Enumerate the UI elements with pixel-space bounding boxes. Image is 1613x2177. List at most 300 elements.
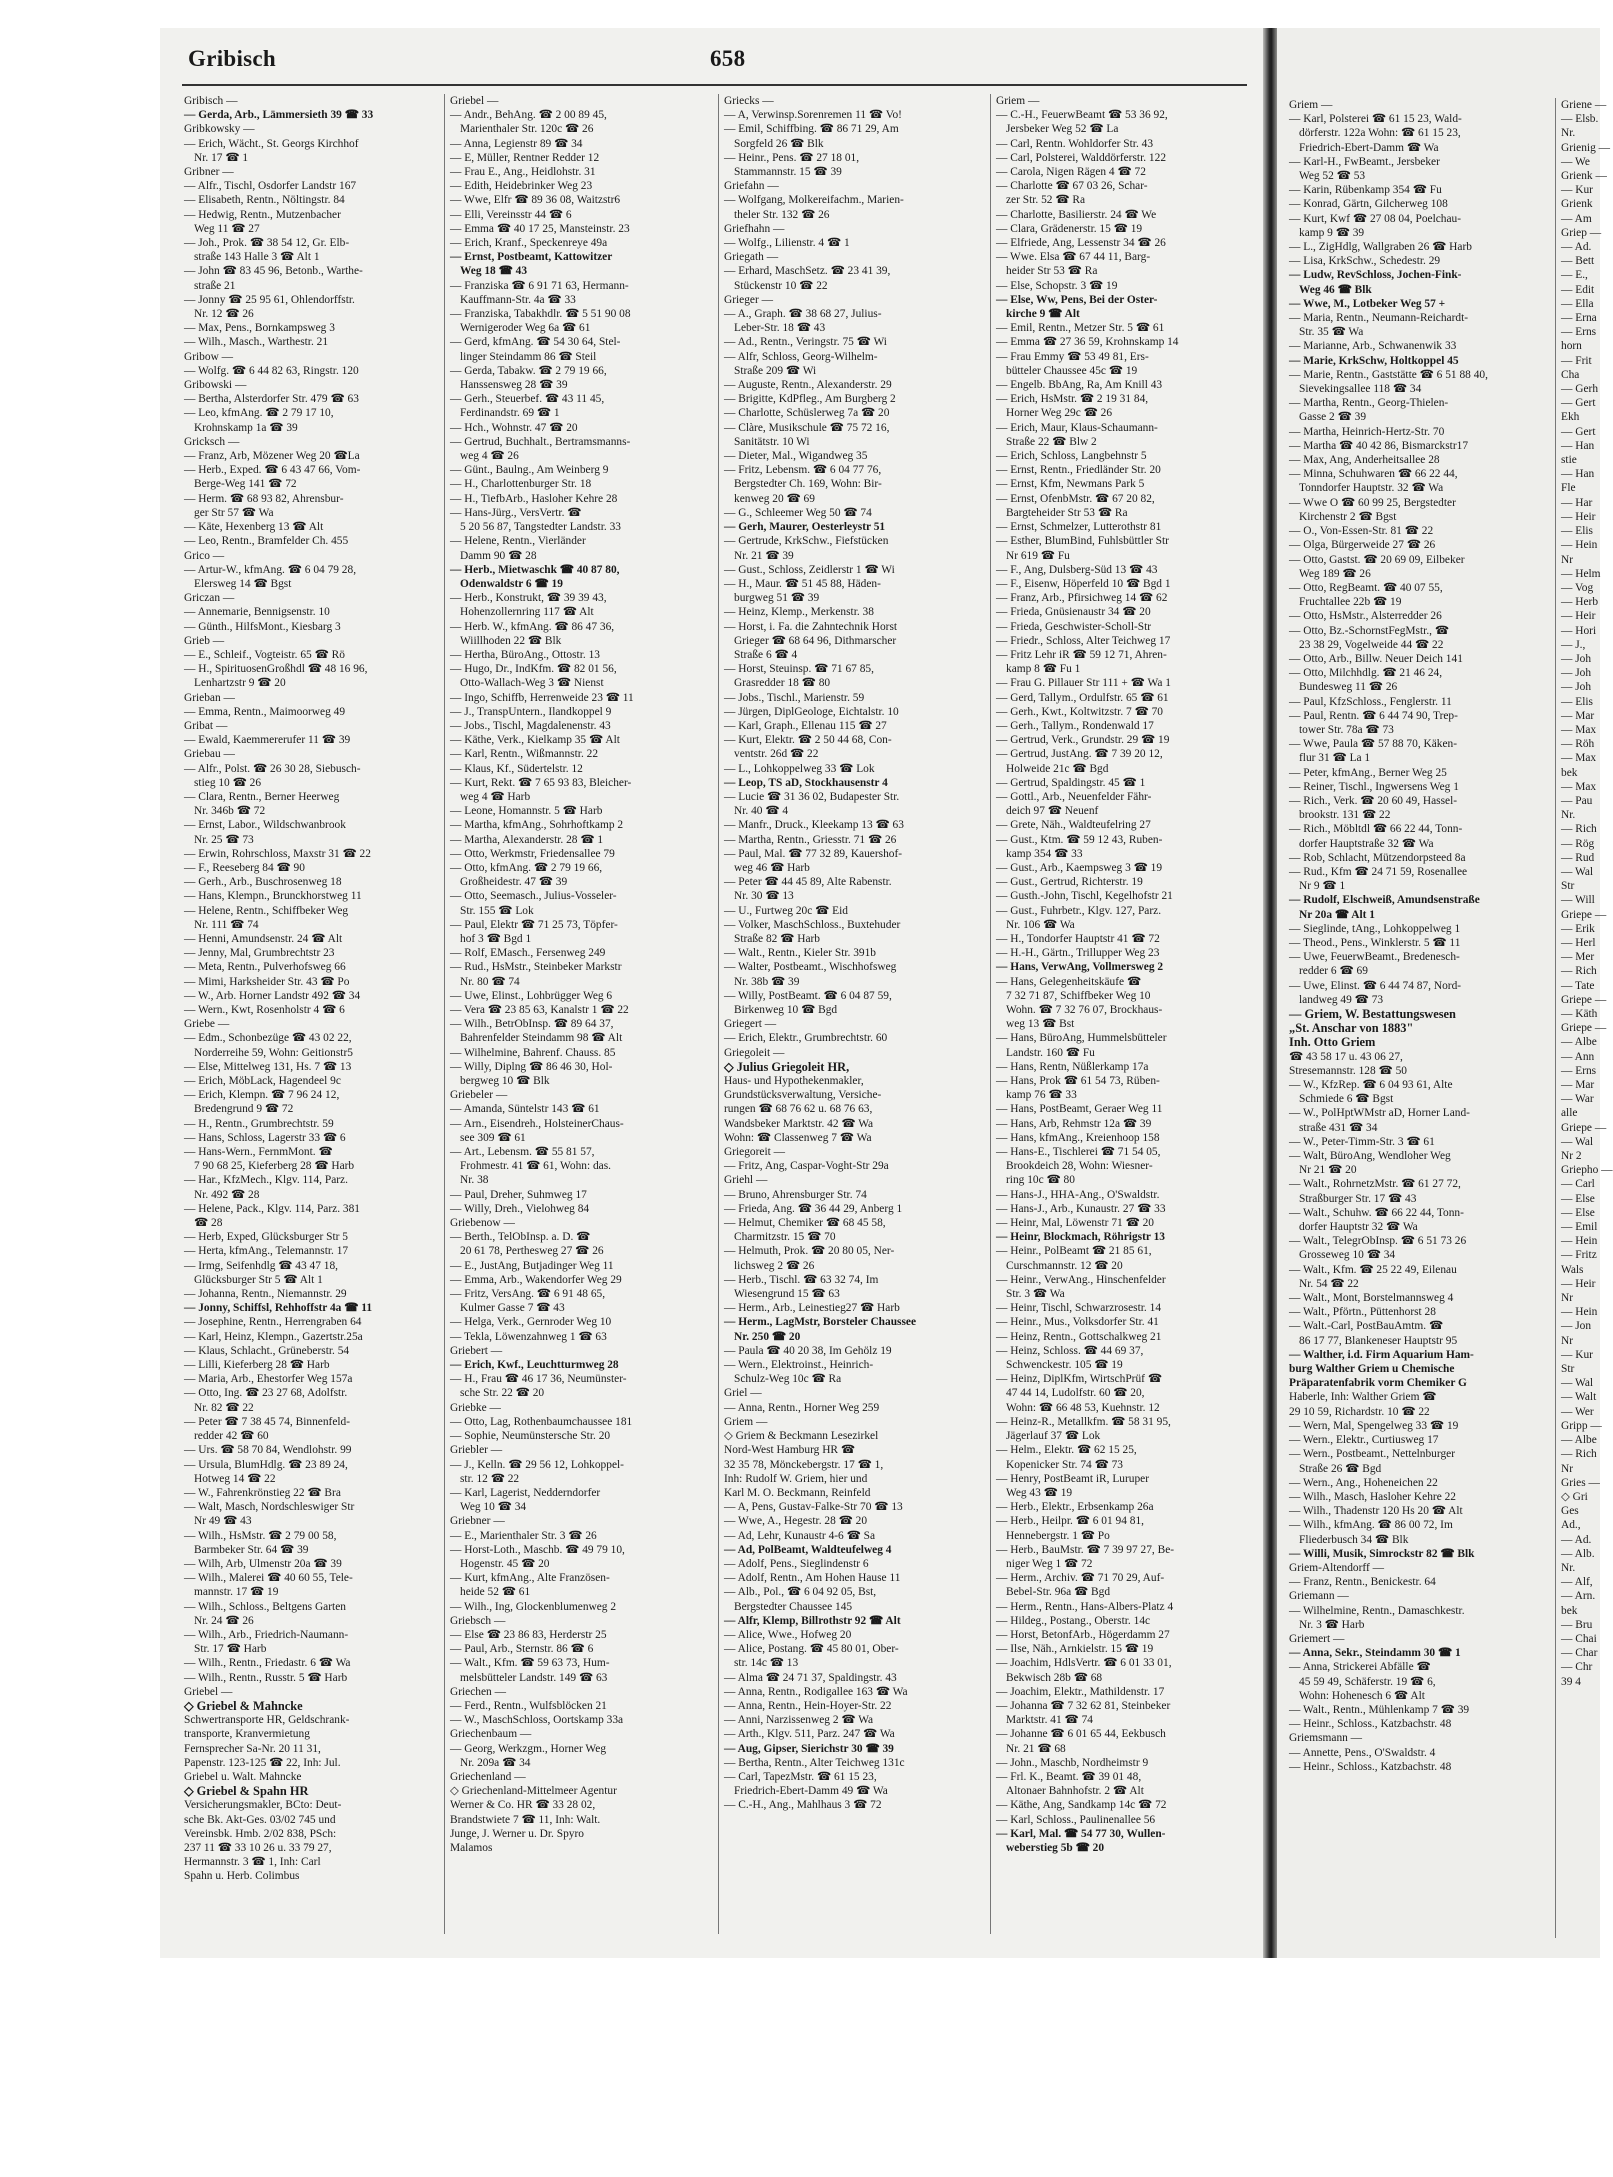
directory-entry: — Jürgen, DiplGeologe, Eichtalstr. 10: [724, 705, 899, 718]
entry-continuation: Gasse 2 ☎ 39: [1299, 411, 1367, 424]
entry-continuation: Wiillhoden 22 ☎ Blk: [460, 634, 562, 647]
directory-entry: — Wern., Ang., Hoheneichen 22: [1289, 1476, 1438, 1489]
surname-heading: Gribisch —: [184, 95, 238, 107]
directory-entry: — Paul, Rentn. ☎ 6 44 74 90, Trep-: [1289, 709, 1458, 722]
directory-entry: — Hans, Klempn., Brunckhorstweg 11: [184, 890, 362, 903]
directory-entry: — Ad, Lehr, Kunaustr 4-6 ☎ Sa: [724, 1529, 876, 1542]
directory-entry: — Gust., Schloss, Zeidlerstr 1 ☎ Wi: [724, 563, 895, 576]
directory-entry: Ges: [1561, 1505, 1579, 1518]
directory-entry: — Uwe, Elinst., Lohbrügger Weg 6: [450, 989, 613, 1002]
entry-continuation: burgweg 51 ☎ 39: [734, 592, 820, 605]
directory-entry: — Sieglinde, tAng., Lohkoppelweg 1: [1289, 922, 1461, 935]
directory-entry: — J., TranspUntern., Ilandkoppel 9: [450, 705, 612, 718]
directory-entry: — Wilh., HsMstr. ☎ 2 79 00 58,: [184, 1529, 337, 1542]
directory-entry: — Heinz, DiplKfm, WirtschPrüf ☎: [996, 1373, 1163, 1386]
directory-entry: — Helm: [1561, 567, 1601, 580]
entry-continuation: 23 38 29, Vogelweide 44 ☎ 22: [1299, 638, 1444, 651]
entry-continuation: Schmiede 6 ☎ Bgst: [1299, 1093, 1394, 1106]
directory-entry: — Gerh: [1561, 383, 1599, 396]
directory-entry: — Lisa, KrkSchw., Schedestr. 29: [1289, 255, 1441, 268]
surname-heading: Grieger —: [724, 293, 774, 306]
surname-heading: Grienig —: [1561, 141, 1611, 154]
directory-entry: — Käthe, Ang, Sandkamp 14c ☎ 72: [996, 1799, 1167, 1812]
surname-heading: Griepho —: [1561, 1164, 1613, 1177]
directory-entry: — Peter ☎ 44 45 89, Alte Rabenstr.: [724, 876, 892, 889]
directory-entry: — Horst, i. Fa. die Zahntechnik Horst: [724, 620, 898, 633]
directory-entry: — Jenny, Mal, Grumbrechtstr 23: [184, 947, 335, 960]
entry-continuation: Frohmestr. 41 ☎ 61, Wohn: das.: [460, 1160, 612, 1173]
directory-entry: — Wwe, Elfr ☎ 89 36 08, Waitzstr6: [450, 194, 621, 207]
directory-entry: — Frit: [1561, 354, 1592, 367]
directory-entry: — Anna, Rentn., Hein-Hoyer-Str. 22: [724, 1699, 892, 1712]
directory-entry: — W., KfzRep. ☎ 6 04 93 61, Alte: [1289, 1079, 1453, 1092]
surname-heading: Griem —: [724, 1415, 768, 1428]
directory-entry: — Leone, Homannstr. 5 ☎ Harb: [450, 805, 603, 818]
directory-entry: — Wolfg., Lilienstr. 4 ☎ 1: [724, 237, 850, 250]
directory-entry: — Paul, Dreher, Suhmweg 17: [450, 1188, 587, 1201]
entry-continuation: kamp 354 ☎ 33: [1006, 847, 1083, 860]
directory-entry: — Charlotte ☎ 67 03 26, Schar-: [996, 180, 1148, 193]
entry-continuation: Wohn. ☎ 7 32 76 07, Brockhaus-: [1006, 1004, 1163, 1016]
directory-entry: — Herm., Arb., Leinestieg27 ☎ Harb: [724, 1302, 900, 1315]
directory-entry: — Wilh., Schloss., Beltgens Garten: [184, 1600, 346, 1613]
directory-entry: — Hans, Gelegenheitskäufe ☎: [996, 975, 1142, 988]
directory-entry: — We: [1561, 155, 1590, 168]
directory-entry: — H., Rentn., Grumbrechtstr. 59: [184, 1117, 334, 1130]
directory-entry: — Aug, Gipser, Sierichstr 30 ☎ 39: [724, 1742, 894, 1755]
directory-entry: — Elis: [1561, 525, 1593, 538]
entry-continuation: Jersbeker Weg 52 ☎ La: [1006, 123, 1119, 136]
directory-entry: — Gert: [1561, 425, 1596, 438]
directory-entry: — Wilh., Arb., Friedrich-Naumann-: [184, 1628, 349, 1641]
directory-entry: — C.-H., Ang., Mahlhaus 3 ☎ 72: [724, 1799, 882, 1812]
directory-entry: — Wilhelmine, Rentn., Damaschkestr.: [1289, 1604, 1465, 1617]
directory-entry: — Wal: [1561, 1135, 1594, 1148]
directory-entry: — Wilh., kfmAng. ☎ 86 00 72, Im: [1289, 1519, 1453, 1532]
directory-entry: — Rich., Verk. ☎ 20 60 49, Hassel-: [1289, 794, 1458, 807]
directory-entry: sche Bk. Akt-Ges. 03/02 745 und: [184, 1813, 336, 1826]
entry-continuation: Nr 20a ☎ Alt 1: [1299, 908, 1375, 921]
column-rule: [718, 94, 719, 1934]
directory-entry: — Olga, Bürgerweide 27 ☎ 26: [1289, 539, 1436, 552]
directory-entry: — Walt., TelegrObInsp. ☎ 6 51 73 26: [1289, 1235, 1467, 1248]
directory-entry: ◇ Julius Griegoleit HR,: [724, 1059, 850, 1074]
entry-continuation: Nr. 38: [460, 1174, 489, 1187]
directory-entry: — Rich., Möbltdl ☎ 66 22 44, Tonn-: [1289, 823, 1463, 836]
entry-continuation: Lenhartzstr 9 ☎ 20: [194, 677, 286, 690]
directory-entry: — Ernst, Rentn., Friedländer Str. 20: [996, 464, 1161, 477]
entry-continuation: redder 6 ☎ 69: [1299, 965, 1368, 978]
directory-entry: Grundstücksverwaltung, Versiche-: [724, 1089, 882, 1102]
directory-entry: — Albe: [1561, 1036, 1597, 1049]
directory-entry: — Wwe, M., Lotbeker Weg 57 +: [1289, 297, 1446, 310]
entry-continuation: 20 61 78, Perthesweg 27 ☎ 26: [460, 1245, 604, 1258]
directory-entry: — Theod., Pens., Winklerstr. 5 ☎ 11: [1289, 936, 1461, 949]
directory-entry: — Frl. K., Beamt. ☎ 39 01 48,: [996, 1770, 1142, 1783]
entry-continuation: Sievekingsallee 118 ☎ 34: [1299, 383, 1422, 396]
entry-continuation: weg 46 ☎ Harb: [734, 861, 810, 874]
directory-entry: — Käte, Hexenberg 13 ☎ Alt: [184, 521, 324, 534]
directory-entry: — Ernst, Kfm, Newmans Park 5: [996, 478, 1145, 491]
directory-entry: — Karl, Lagerist, Nedderndorfer: [450, 1486, 601, 1499]
directory-entry: — Auguste, Rentn., Alexanderstr. 29: [724, 379, 892, 392]
directory-entry: — W., Fahrenkrönstieg 22 ☎ Bra: [184, 1486, 341, 1499]
entry-continuation: weg 13 ☎ Bst: [1006, 1018, 1075, 1031]
directory-entry: — Hein: [1561, 539, 1598, 552]
entry-continuation: kenweg 20 ☎ 69: [734, 492, 815, 505]
directory-entry: ◇ Griechenland-Mittelmeer Agentur: [450, 1785, 617, 1798]
entry-continuation: Nr. 30 ☎ 13: [734, 890, 794, 903]
directory-entry: — Paul, Elektr ☎ 71 25 73, Töpfer-: [450, 918, 618, 931]
directory-entry: — Joh: [1561, 652, 1592, 665]
directory-entry: — Frieda, Gnüsienaustr 34 ☎ 20: [996, 606, 1151, 619]
directory-entry: — Herb., Konstrukt, ☎ 39 39 43,: [450, 592, 607, 605]
directory-entry: — Hans, BüroAng, Hummelsbütteler: [996, 1032, 1167, 1045]
directory-entry: — Max: [1561, 752, 1597, 765]
entry-continuation: Wernigeroder Weg 6a ☎ 61: [460, 322, 591, 335]
directory-entry: — Herm., Archiv. ☎ 71 70 29, Auf-: [996, 1572, 1165, 1585]
surname-heading: Gripp —: [1561, 1419, 1602, 1432]
directory-entry: — Helene, Rentn., Vierländer: [450, 535, 586, 548]
directory-entry: — Heinr, Tischl, Schwarzrosestr. 14: [996, 1302, 1162, 1315]
directory-entry: Grienk: [1561, 198, 1593, 211]
directory-entry: — Karl, Mal. ☎ 54 77 30, Wullen-: [996, 1827, 1166, 1840]
directory-entry: — Erns: [1561, 326, 1597, 339]
directory-entry: — Martha, Heinrich-Hertz-Str. 70: [1289, 425, 1445, 438]
directory-entry: — Karl, Schloss., Paulinenallee 56: [996, 1813, 1156, 1826]
entry-continuation: Leber-Str. 18 ☎ 43: [734, 322, 826, 335]
directory-entry: rungen ☎ 68 76 62 u. 68 76 63,: [724, 1103, 873, 1116]
surname-heading: Grienk —: [1561, 170, 1607, 183]
directory-entry: — F., Ang, Dulsberg-Süd 13 ☎ 43: [996, 563, 1158, 576]
directory-entry: — Hans, Prok ☎ 61 54 73, Rüben-: [996, 1075, 1160, 1088]
entry-continuation: Weg 10 ☎ 34: [460, 1501, 527, 1514]
entry-continuation: Bundesweg 11 ☎ 26: [1299, 681, 1398, 694]
entry-continuation: Nr. 40 ☎ 4: [734, 805, 789, 818]
directory-entry: Nr: [1561, 553, 1574, 566]
directory-entry: — Hans-Jürg., VersVertr. ☎: [450, 506, 582, 519]
directory-entry: — Rich: [1561, 823, 1597, 836]
directory-entry: — L., Lohkoppelweg 33 ☎ Lok: [724, 762, 875, 775]
directory-entry: — Sophie, Neumünstersche Str. 20: [450, 1430, 611, 1443]
directory-entry: — Erna: [1561, 312, 1597, 325]
entry-continuation: Nr. 12 ☎ 26: [194, 308, 254, 321]
directory-entry: — Elis: [1561, 695, 1593, 708]
directory-entry: — Kurt, kfmAng., Alte Französen-: [450, 1572, 610, 1585]
surname-heading: Griegath —: [724, 251, 779, 264]
directory-entry: — Mar: [1561, 709, 1595, 722]
directory-entry: horn: [1561, 340, 1582, 353]
entry-continuation: straße 431 ☎ 34: [1299, 1121, 1378, 1134]
entry-continuation: bütteler Chaussee 45c ☎ 19: [1006, 364, 1138, 377]
entry-continuation: Großheidestr. 47 ☎ 39: [460, 876, 568, 889]
entry-continuation: Wohn: ☎ 66 48 53, Kuehnstr. 12: [1006, 1401, 1160, 1414]
surname-heading: Griebner —: [450, 1515, 505, 1528]
directory-entry: — Walt., Rentn., Mühlenkamp 7 ☎ 39: [1289, 1703, 1470, 1716]
directory-entry: — Anna, Rentn., Horner Weg 259: [724, 1401, 880, 1414]
directory-entry: Papenstr. 123-125 ☎ 22, Inh: Jul.: [184, 1756, 341, 1769]
entry-continuation: Otto-Wallach-Weg 3 ☎ Nienst: [460, 677, 604, 690]
entry-continuation: Wiesengrund 15 ☎ 63: [734, 1288, 840, 1301]
directory-entry: — Herl: [1561, 936, 1596, 949]
entry-continuation: Bergstedter Ch. 169, Wohn: Bir-: [734, 478, 882, 491]
directory-entry: ◇ Gri: [1561, 1490, 1588, 1503]
directory-entry: — Johanna ☎ 7 32 62 81, Steinbeker: [996, 1699, 1171, 1712]
directory-entry: — Fritz, Ang, Caspar-Voght-Str 29a: [724, 1160, 889, 1173]
directory-entry: — Anna, Strickerei Abfälle ☎: [1289, 1661, 1431, 1674]
directory-entry: Stresemannstr. 128 ☎ 50: [1289, 1064, 1407, 1077]
directory-entry: — Amanda, Süntelstr 143 ☎ 61: [450, 1103, 600, 1116]
directory-entry: — Gust., Ktm. ☎ 59 12 43, Ruben-: [996, 833, 1163, 846]
directory-entry: Nr: [1561, 1462, 1574, 1475]
surname-heading: Gricksch —: [184, 435, 240, 448]
directory-entry: — E, Müller, Rentner Redder 12: [450, 151, 600, 164]
directory-entry: 237 11 ☎ 33 10 26 u. 33 79 27,: [184, 1841, 332, 1854]
entry-continuation: Charmitzstr. 15 ☎ 70: [734, 1231, 836, 1244]
directory-entry: — Heinr., Schloss., Katzbachstr. 48: [1289, 1718, 1452, 1731]
directory-entry: — H., Tondorfer Hauptstr 41 ☎ 72: [996, 932, 1160, 945]
directory-entry: — Franziska ☎ 6 91 71 63, Hermann-: [450, 279, 629, 292]
directory-entry: — Will: [1561, 894, 1595, 907]
directory-entry: — Heinr., Mus., Volksdorfer Str. 41: [996, 1316, 1159, 1329]
directory-spread: [160, 28, 1613, 1958]
directory-entry: Ekh: [1561, 411, 1580, 424]
entry-continuation: Nr. 250 ☎ 20: [734, 1330, 801, 1343]
directory-entry: — Mimi, Harksheider Str. 43 ☎ Po: [184, 975, 350, 988]
entry-continuation: Kauffmann-Str. 4a ☎ 33: [460, 293, 576, 306]
directory-entry: — Volker, MaschSchloss., Buxtehuder: [724, 918, 901, 931]
directory-entry: — Heinz, Klemp., Merkenstr. 38: [724, 606, 874, 619]
directory-entry: — Grete, Näh., Waldteufelring 27: [996, 819, 1151, 832]
directory-entry: — Franz, Arb, Mözener Weg 20 ☎La: [184, 450, 360, 463]
directory-entry: — Gerh, Maurer, Oesterleystr 51: [724, 521, 886, 534]
directory-entry: — Johanne ☎ 6 01 65 44, Eekbusch: [996, 1728, 1166, 1741]
entry-continuation: Birkenweg 10 ☎ Bgd: [734, 1004, 838, 1016]
directory-entry: — Fritz Lehr iR ☎ 59 12 71, Ahren-: [996, 648, 1167, 661]
directory-entry: — Erich, HsMstr. ☎ 2 19 31 84,: [996, 393, 1149, 406]
directory-entry: Inh: Rudolf W. Griem, hier und: [724, 1472, 868, 1485]
directory-entry: — John ☎ 83 45 96, Betonb., Warthe-: [184, 265, 363, 278]
surname-heading: Griemann —: [1289, 1590, 1349, 1603]
column-rule: [990, 94, 991, 1934]
surname-heading: Griepe —: [1561, 993, 1607, 1006]
surname-heading: Griechen —: [450, 1685, 506, 1698]
entry-continuation: Bebel-Str. 96a ☎ Bgd: [1006, 1586, 1111, 1599]
directory-column-1: [184, 94, 442, 1944]
entry-continuation: Nr 49 ☎ 43: [194, 1515, 252, 1528]
entry-continuation: bergweg 10 ☎ Blk: [460, 1075, 550, 1088]
directory-entry: alle: [1561, 1107, 1578, 1120]
directory-entry: — Wwe O ☎ 60 99 25, Bergstedter: [1289, 496, 1456, 509]
entry-continuation: Landstr. 160 ☎ Fu: [1006, 1046, 1095, 1059]
surname-heading: Gribner —: [184, 166, 234, 179]
surname-heading: Griegoreit —: [724, 1146, 786, 1159]
entry-continuation: Weg 11 ☎ 27: [194, 222, 260, 235]
directory-entry: — Gerda, Arb., Lämmersieth 39 ☎ 33: [184, 109, 374, 122]
directory-entry: — Heir: [1561, 1277, 1596, 1290]
directory-entry: Nord-West Hamburg HR ☎: [724, 1444, 856, 1457]
entry-continuation: Hennebergstr. 1 ☎ Po: [1006, 1529, 1110, 1542]
directory-entry: — Jobs., Tischl., Marienstr. 59: [724, 691, 865, 704]
directory-entry: — Urs. ☎ 58 70 84, Wendlohstr. 99: [184, 1444, 352, 1457]
directory-entry: — Hein: [1561, 1306, 1598, 1319]
directory-entry: — Rudolf, Elschweiß, Amundsenstraße: [1289, 894, 1480, 907]
directory-entry: — Vog: [1561, 581, 1594, 594]
directory-entry: — Ad., Rentn., Veringstr. 75 ☎ Wi: [724, 336, 887, 349]
surname-heading: Griepe —: [1561, 1022, 1607, 1035]
directory-entry: — Chr: [1561, 1661, 1593, 1674]
directory-entry: — Alfr, Klemp, Billrothstr 92 ☎ Alt: [724, 1614, 901, 1627]
directory-entry: — Minna, Schuhwaren ☎ 66 22 44,: [1289, 468, 1458, 481]
entry-continuation: Straßburger Str. 17 ☎ 43: [1299, 1192, 1417, 1205]
directory-entry: — Max: [1561, 780, 1597, 793]
entry-continuation: Nr. 38b ☎ 39: [734, 975, 800, 988]
directory-entry: — C.-H., FeuerwBeamt ☎ 53 36 92,: [996, 109, 1168, 122]
entry-continuation: Str. 3 ☎ Wa: [1006, 1288, 1065, 1301]
directory-entry: — Ferd., Rentn., Wulfsblöcken 21: [450, 1699, 607, 1712]
directory-entry: — Wolfg. ☎ 6 44 82 63, Ringstr. 120: [184, 364, 359, 377]
entry-continuation: Nr. 21 ☎ 39: [734, 549, 794, 562]
entry-continuation: Straße 6 ☎ 4: [734, 648, 798, 661]
surname-heading: Grico —: [184, 549, 225, 562]
directory-entry: — Clara, Grädenerstr. 15 ☎ 19: [996, 222, 1143, 235]
directory-entry: — Wilh., Masch, Hasloher Kehre 22: [1289, 1490, 1456, 1503]
directory-entry: — Heinr., VerwAng., Hinschenfelder: [996, 1273, 1166, 1286]
entry-continuation: Grosseweg 10 ☎ 34: [1299, 1249, 1396, 1262]
entry-continuation: Kirchenstr 2 ☎ Bgst: [1299, 510, 1397, 523]
directory-entry: Malamos: [450, 1841, 493, 1854]
entry-continuation: 45 59 49, Schäferstr. 19 ☎ 6,: [1299, 1675, 1436, 1688]
directory-entry: — Herb., Heilpr. ☎ 6 01 94 81,: [996, 1515, 1145, 1528]
directory-entry: — Gusth.-John, Tischl, Kegelhofstr 21: [996, 890, 1173, 903]
entry-continuation: ring 10c ☎ 80: [1006, 1174, 1075, 1187]
directory-entry: — Heir: [1561, 610, 1596, 623]
directory-entry: — Wal: [1561, 865, 1594, 878]
directory-entry: — Wwe. Elsa ☎ 67 44 11, Barg-: [996, 251, 1151, 264]
book-gutter: [1263, 28, 1277, 1958]
directory-entry: — H.-H., Gärtn., Trillupper Weg 23: [996, 947, 1160, 960]
surname-heading: Grieban —: [184, 691, 235, 704]
directory-entry: — Griem, W. Bestattungswesen: [1289, 1007, 1456, 1021]
directory-entry: — Rög: [1561, 837, 1595, 850]
surname-heading: Griemsmann —: [1289, 1732, 1363, 1745]
directory-entry: — W., PolHptWMstr aD, Horner Land-: [1289, 1107, 1470, 1120]
directory-entry: — Rud: [1561, 851, 1595, 864]
directory-entry: — Helene, Rentn., Schiffbeker Weg: [184, 904, 349, 917]
entry-continuation: 86 17 77, Blankeneser Hauptstr 95: [1299, 1334, 1458, 1347]
entry-continuation: kamp 8 ☎ Fu 1: [1006, 663, 1081, 676]
directory-entry: Haus- und Hypothekenmakler,: [724, 1075, 864, 1088]
right-page: [1277, 28, 1613, 1958]
directory-entry: — Chai: [1561, 1632, 1597, 1645]
directory-entry: — Leo, Rentn., Bramfelder Ch. 455: [184, 535, 349, 548]
directory-entry: — Walt., Kfm. ☎ 59 63 73, Hum-: [450, 1657, 610, 1670]
entry-continuation: melsbütteler Landstr. 149 ☎ 63: [460, 1671, 608, 1684]
directory-entry: — Heinz-R., Metallkfm. ☎ 58 31 95,: [996, 1415, 1171, 1428]
directory-entry: — Annette, Pens., O'Swaldstr. 4: [1289, 1746, 1436, 1759]
directory-entry: — Wwe, Paula ☎ 57 88 70, Käken-: [1289, 738, 1458, 751]
directory-entry: — Otto, RegBeamt. ☎ 40 07 55,: [1289, 581, 1443, 594]
entry-continuation: Straße 22 ☎ Blw 2: [1006, 435, 1097, 448]
directory-entry: — Hch., Wohnstr. 47 ☎ 20: [450, 421, 578, 434]
entry-continuation: Jägerlauf 37 ☎ Lok: [1006, 1430, 1101, 1443]
entry-continuation: Krohnskamp 1a ☎ 39: [194, 421, 298, 434]
entry-continuation: Straße 82 ☎ Harb: [734, 932, 820, 945]
directory-entry: — Wern., Kwt, Rosenholstr 4 ☎ 6: [184, 1004, 345, 1016]
directory-entry: — Rich: [1561, 965, 1597, 978]
entry-continuation: Nr 21 ☎ 20: [1299, 1164, 1357, 1177]
directory-entry: — Willy, PostBeamt. ☎ 6 04 87 59,: [724, 989, 892, 1002]
directory-entry: — Wern, Mal, Spengelweg 33 ☎ 19: [1289, 1419, 1459, 1432]
directory-entry: Karl M. O. Beckmann, Reinfeld: [724, 1486, 871, 1499]
entry-continuation: Bargteheider Str 53 ☎ Ra: [1006, 506, 1128, 519]
directory-entry: — Gerh., Arb., Buschrosenweg 18: [184, 876, 342, 889]
directory-entry: — Wilh., Rentn., Russtr. 5 ☎ Harb: [184, 1671, 348, 1684]
entry-continuation: Nr. 492 ☎ 28: [194, 1188, 260, 1201]
directory-entry: — Walt., RohrnetzMstr. ☎ 61 27 72,: [1289, 1178, 1461, 1191]
directory-entry: — Am: [1561, 212, 1592, 225]
directory-entry: — Emil, Schiffbing. ☎ 86 71 29, Am: [724, 123, 899, 136]
directory-entry: — Wilh., Malerei ☎ 40 60 55, Tele-: [184, 1572, 353, 1585]
directory-entry: — Wilh., Ing, Glockenblumenweg 2: [450, 1600, 617, 1613]
directory-entry: ◇ Griem & Beckmann Lesezirkel: [724, 1430, 879, 1443]
entry-continuation: linger Steindamm 86 ☎ Steil: [460, 350, 597, 363]
surname-heading: Griel —: [724, 1387, 762, 1400]
directory-entry: — Walt: [1561, 1391, 1597, 1404]
directory-entry: — Franz, Arb., Pfirsichweg 14 ☎ 62: [996, 592, 1168, 605]
directory-entry: Spahn u. Herb. Colimbus: [184, 1870, 300, 1883]
directory-entry: — Adolf, Pens., Sieglindenstr 6: [724, 1557, 869, 1570]
directory-entry: — Joh: [1561, 667, 1592, 680]
entry-continuation: Hotweg 14 ☎ 22: [194, 1472, 276, 1485]
directory-entry: — Fritz, Lebensm. ☎ 6 04 77 76,: [724, 464, 882, 477]
directory-entry: — Friedr., Schloss, Alter Teichweg 17: [996, 634, 1171, 647]
directory-entry: — Marie, KrkSchw, Holtkoppel 45: [1289, 354, 1459, 367]
directory-entry: — Alma ☎ 24 71 37, Spaldingstr. 43: [724, 1671, 897, 1684]
entry-continuation: Str. 17 ☎ Harb: [194, 1643, 267, 1656]
surname-heading: Gribkowsky —: [184, 123, 255, 136]
directory-entry: — Elli, Vereinsstr 44 ☎ 6: [450, 208, 572, 221]
directory-entry: — Franziska, Tabakhdlr. ☎ 5 51 90 08: [450, 308, 631, 321]
directory-entry: — Dieter, Mal., Wigandweg 35: [724, 450, 868, 463]
surname-heading: Griepe —: [1561, 908, 1607, 921]
directory-entry: — Käth: [1561, 1008, 1598, 1020]
directory-entry: — Kur: [1561, 1348, 1593, 1361]
directory-entry: — Hans, Arb, Rehmstr 12a ☎ 39: [996, 1117, 1152, 1130]
entry-continuation: see 309 ☎ 61: [460, 1131, 526, 1144]
directory-entry: — W., Arb. Horner Landstr 492 ☎ 34: [184, 989, 361, 1002]
directory-entry: Nr.: [1561, 809, 1576, 822]
directory-entry: — Walt., Rentn., Kieler Str. 391b: [724, 947, 876, 960]
directory-entry: — Jonny ☎ 25 95 61, Ohlendorffstr.: [184, 293, 355, 306]
directory-entry: — Gert: [1561, 397, 1596, 410]
directory-entry: — E., JustAng, Butjadinger Weg 11: [450, 1259, 614, 1272]
directory-entry: — A., Graph. ☎ 38 68 27, Julius-: [724, 308, 882, 321]
entry-continuation: Friedrich-Ebert-Damm ☎ Wa: [1299, 141, 1439, 154]
directory-entry: — Hans-J., HHA-Ang., O'Swaldstr.: [996, 1188, 1160, 1201]
directory-entry: — Peter, kfmAng., Berner Weg 25: [1289, 766, 1447, 779]
directory-entry: — Walt., Schuhw. ☎ 66 22 44, Tonn-: [1289, 1206, 1464, 1219]
entry-continuation: 5 20 56 87, Tangstedter Landstr. 33: [460, 521, 621, 534]
directory-entry: — Elsb.: [1561, 113, 1599, 126]
directory-entry: — Walt., Pförtn., Püttenhorst 28: [1289, 1306, 1436, 1319]
directory-entry: — Marie, Rentn., Gaststätte ☎ 6 51 88 40,: [1289, 368, 1488, 381]
entry-continuation: dorfer Hauptstraße 32 ☎ Wa: [1299, 837, 1434, 850]
directory-entry: Vereinsbk. Hmb. 2/02 838, PSch:: [184, 1827, 337, 1840]
directory-entry: — Martha ☎ 40 42 86, Bismarckstr17: [1289, 439, 1469, 452]
directory-entry: Str: [1561, 880, 1575, 893]
directory-entry: — Annemarie, Bennigsenstr. 10: [184, 606, 330, 619]
